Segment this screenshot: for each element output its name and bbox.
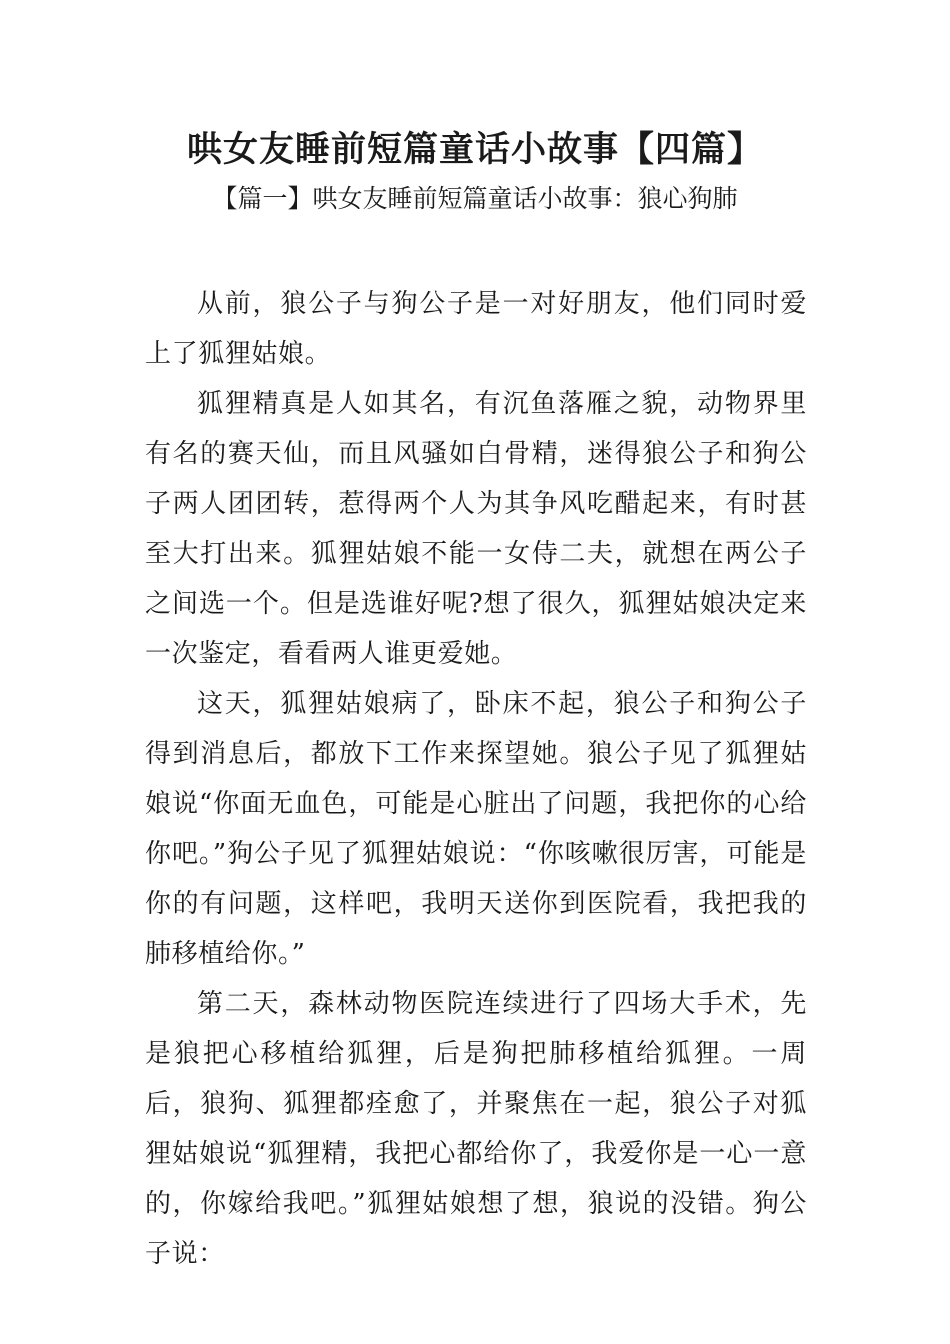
story-body [145, 279, 807, 1279]
document-title: 哄女友睡前短篇童话小故事【四篇】 [186, 129, 763, 170]
section-heading: 【篇一】哄女友睡前短篇童话小故事：狼心狗肺 [212, 184, 738, 213]
paragraph-2: 狐狸精真是人如其名，有沉鱼落雁之貌，动物界里有名的赛天仙，而且风骚如白骨精，迷得狼公子和狗公子两人团团转，惹得两个人为其争风吃醋起来，有时甚至大打出来。狐狸姑娘不能一女侍二夫，就想在两公子之间选一个。但是选谁好呢?想了很久，狐狸姑娘决定来一次鉴定，看看两人谁更爱她。 [145, 389, 807, 669]
paragraph-1: 从前，狼公子与狗公子是一对好朋友，他们同时爱上了狐狸姑娘。 [145, 289, 807, 369]
paragraph-4: 第二天，森林动物医院连续进行了四场大手术，先是狼把心移植给狐狸，后是狗把肺移植给狐狸。一周后，狼狗、狐狸都痊愈了，并聚焦在一起，狼公子对狐狸姑娘说“狐狸精，我把心都给你了，我爱你是一心一意的，你嫁给我吧。”狐狸姑娘想了想，狼说的没错。狗公子说： [145, 989, 807, 1269]
paragraph-3: 这天，狐狸姑娘病了，卧床不起，狼公子和狗公子得到消息后，都放下工作来探望她。狼公子见了狐狸姑娘说“你面无血色，可能是心脏出了问题，我把你的心给你吧。”狗公子见了狐狸姑娘说：“你咳嗽很厉害，可能是你的有问题，这样吧，我明天送你到医院看，我把我的肺移植给你。” [145, 689, 807, 969]
